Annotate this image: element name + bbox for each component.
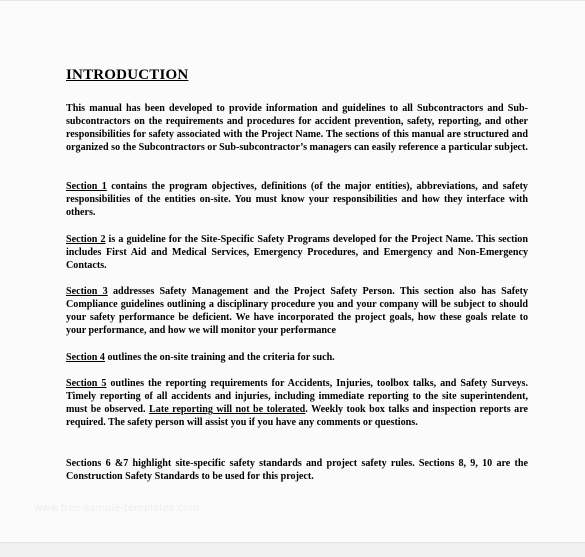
section-1-paragraph: [66, 180, 528, 219]
section-1-text: contains the program objectives, definitions (of the major entities), abbreviations, and safety responsibilities of the entities on-site. You must know your responsibilities and how they interface with others.: [66, 181, 528, 219]
section-3-paragraph: [66, 285, 528, 337]
section-5-text-b: . Weekly took box talks and inspection reports are required. The safety person will assist you if you have any comments or questions.: [66, 404, 528, 429]
section-1-label: Section 1: [66, 181, 107, 192]
section-5-text-a: outlines the reporting requirements for Accidents, Injuries, toolbox talks, and Safety Surveys. Timely reporting of all accidents and injuries, including immediate reporting to the site superintendent, must be observed.: [66, 378, 528, 416]
section-2-text: is a guideline for the Site-Specific Safety Programs developed for the Project Name. This section includes First Aid and Medical Services, Emergency Procedures, and Emergency and Non-Emergency Contacts.: [66, 234, 528, 272]
watermark-text: www.free-sample-templates.com: [34, 503, 199, 514]
document-heading: INTRODUCTION: [66, 67, 189, 83]
section-5-label: Section 5: [66, 378, 107, 389]
section-4-label: Section 4: [66, 352, 105, 363]
intro-paragraph: This manual has been developed to provide information and guidelines to all Subcontractors and Sub-subcontractors on the requirements and procedures for accident prevention, safety, reporting, and other responsibilities for safety associated with the Project Name. The sections of this manual are structured and organized so the Subcontractors or Sub-subcontractor’s managers can easily reference a particular subject.: [66, 103, 528, 154]
closing-paragraph: Sections 6 &7 highlight site-specific safety standards and project safety rules. Sections 8, 9, 10 are the Construction Safety Standards to be used for this project.: [66, 458, 528, 483]
section-3-text: addresses Safety Management and the Project Safety Person. This section also has Safety Compliance guidelines outlining a disciplinary procedure you and your company will be subject to should your safety performance be deficient. We have incorporated the project goals, how these goals relate to your performance, and how we will monitor your performance: [66, 286, 528, 337]
section-3-label: Section 3: [66, 286, 108, 297]
section-5-paragraph: [66, 377, 528, 429]
section-2-paragraph: [66, 233, 528, 272]
section-4-paragraph: [66, 351, 528, 364]
late-reporting-warning: Late reporting will not be tolerated: [149, 404, 306, 416]
section-2-label: Section 2: [66, 234, 106, 245]
section-4-text: outlines the on-site training and the criteria for such.: [104, 352, 335, 363]
